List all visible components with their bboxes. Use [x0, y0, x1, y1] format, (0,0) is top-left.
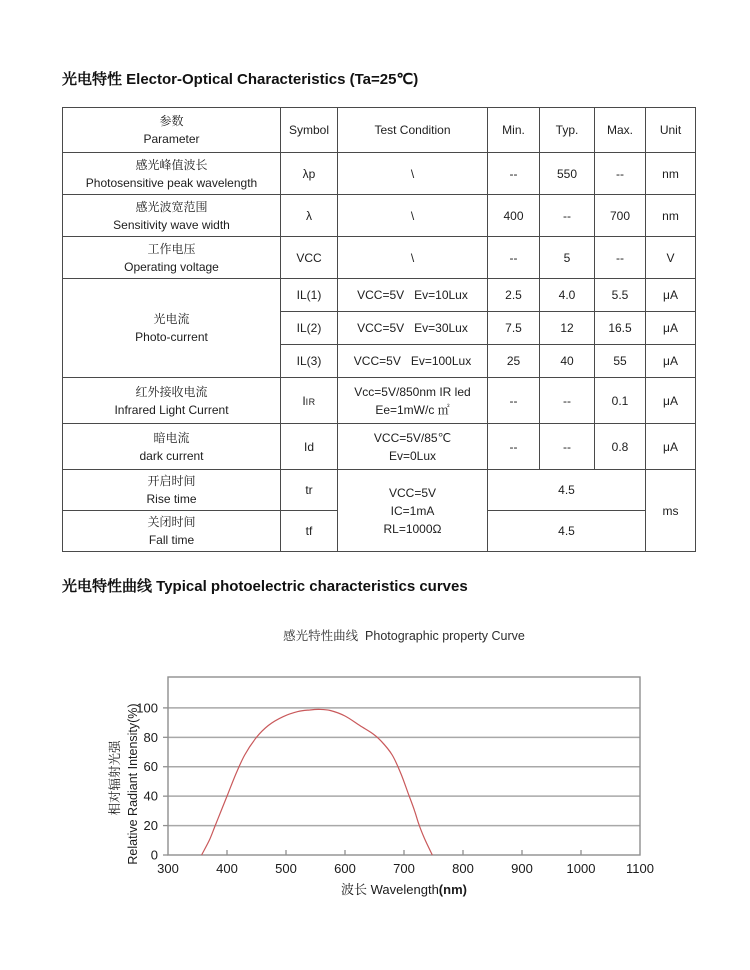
cell-vcc-param: [63, 237, 281, 279]
cell-ir-typ: --: [540, 378, 595, 424]
cell-peak-param: [63, 153, 281, 195]
cell-vcc-typ: 5: [540, 237, 595, 279]
cell-photo-param: [63, 279, 281, 378]
row-infrared-current: [63, 378, 696, 424]
cell-rise-param: [63, 470, 281, 511]
y-tick-label: 0: [150, 847, 158, 863]
cell-il3-typ: 40: [540, 345, 595, 378]
cell-il1-symbol: IL(1): [281, 279, 338, 312]
dark-test-line2: Ev=0Lux: [388, 448, 437, 463]
y-tick-label: 80: [143, 729, 158, 745]
cell-il1-typ: 4.0: [540, 279, 595, 312]
cell-il2-max: 16.5: [595, 312, 646, 345]
electro-optical-table: [62, 107, 696, 552]
cell-peak-max: --: [595, 153, 646, 195]
row-rise-time: [63, 470, 696, 511]
ir-symbol-base: I: [302, 393, 306, 408]
cell-vcc-unit: V: [646, 237, 696, 279]
rise-param-en: Rise time: [146, 492, 197, 506]
photo-param-en: Photo-current: [135, 330, 208, 344]
cell-il3-test: VCC=5V Ev=100Lux: [338, 345, 488, 378]
cell-il3-symbol: IL(3): [281, 345, 338, 378]
row-operating-voltage: [63, 237, 696, 279]
peak-param-cn: 感光峰值波长: [135, 157, 208, 172]
x-tick-label: 400: [216, 861, 238, 876]
cell-range-min: 400: [488, 195, 540, 237]
cell-peak-typ: 550: [540, 153, 595, 195]
ir-test-line2: Ee=1mW/c ㎡: [375, 402, 450, 417]
cell-vcc-max: --: [595, 237, 646, 279]
header-max: Max.: [595, 108, 646, 153]
cell-ir-param: [63, 378, 281, 424]
cell-dark-param: [63, 424, 281, 470]
x-tick-label: 300: [157, 861, 179, 876]
cell-il1-max: 5.5: [595, 279, 646, 312]
cell-il2-typ: 12: [540, 312, 595, 345]
cell-time-unit: ms: [646, 470, 696, 552]
cell-dark-symbol: Id: [281, 424, 338, 470]
cell-dark-min: --: [488, 424, 540, 470]
header-test-condition: Test Condition: [338, 108, 488, 153]
cell-fall-symbol: tf: [281, 511, 338, 552]
cell-peak-symbol: λp: [281, 153, 338, 195]
header-min: Min.: [488, 108, 540, 153]
cell-il2-unit: μA: [646, 312, 696, 345]
table-header-row: [63, 108, 696, 153]
time-test-line1: VCC=5V: [388, 485, 437, 500]
ir-param-cn: 红外接收电流: [135, 384, 208, 399]
fall-param-cn: 关闭时间: [147, 515, 196, 529]
row-dark-current: [63, 424, 696, 470]
cell-il3-max: 55: [595, 345, 646, 378]
cell-range-typ: --: [540, 195, 595, 237]
header-typ: Typ.: [540, 108, 595, 153]
cell-ir-test: [338, 378, 488, 424]
x-tick-label: 700: [393, 861, 415, 876]
ir-symbol-sub: IR: [305, 396, 316, 407]
y-tick-label: 60: [143, 759, 158, 775]
dark-param-cn: 暗电流: [153, 430, 190, 445]
header-parameter-cn: 参数: [159, 114, 184, 128]
cell-peak-min: --: [488, 153, 540, 195]
y-tick-label: 40: [143, 788, 158, 804]
cell-peak-test: \: [338, 153, 488, 195]
cell-ir-min: --: [488, 378, 540, 424]
time-test-line3: RL=1000Ω: [383, 521, 442, 536]
cell-il1-unit: μA: [646, 279, 696, 312]
x-tick-label: 600: [334, 861, 356, 876]
header-unit: Unit: [646, 108, 696, 153]
vcc-param-cn: 工作电压: [147, 241, 196, 256]
fall-param-en: Fall time: [148, 533, 195, 547]
y-axis-label-cn: 相对辐射光强: [108, 740, 122, 816]
cell-ir-max: 0.1: [595, 378, 646, 424]
cell-fall-param: [63, 511, 281, 552]
cell-rise-symbol: tr: [281, 470, 338, 511]
cell-peak-unit: nm: [646, 153, 696, 195]
header-parameter: [63, 108, 281, 153]
row-peak-wavelength: [63, 153, 696, 195]
response-curve: [202, 709, 433, 855]
cell-rise-value: 4.5: [488, 470, 646, 511]
cell-vcc-symbol: VCC: [281, 237, 338, 279]
cell-range-test: \: [338, 195, 488, 237]
y-tick-label: 20: [143, 818, 158, 834]
header-parameter-en: Parameter: [143, 132, 200, 146]
cell-ir-unit: μA: [646, 378, 696, 424]
x-axis-label: 波长 Wavelength(nm): [341, 882, 467, 897]
cell-time-test: [338, 470, 488, 552]
cell-range-symbol: λ: [281, 195, 338, 237]
cell-il2-test: VCC=5V Ev=30Lux: [338, 312, 488, 345]
vcc-param-en: Operating voltage: [124, 259, 219, 274]
photo-param-cn: 光电流: [153, 312, 190, 326]
cell-dark-unit: μA: [646, 424, 696, 470]
range-param-cn: 感光波宽范围: [135, 199, 208, 214]
ir-test-line1: Vcc=5V/850nm IR led: [354, 384, 471, 399]
cell-il2-min: 7.5: [488, 312, 540, 345]
row-wave-width: [63, 195, 696, 237]
cell-il3-min: 25: [488, 345, 540, 378]
cell-dark-typ: --: [540, 424, 595, 470]
cell-dark-test: [338, 424, 488, 470]
chart-title: 感光特性曲线 Photographic property Curve: [283, 629, 525, 643]
peak-param-en: Photosensitive peak wavelength: [85, 175, 258, 190]
y-tick-label: 100: [136, 700, 158, 716]
range-param-en: Sensitivity wave width: [113, 217, 230, 232]
cell-il2-symbol: IL(2): [281, 312, 338, 345]
ir-param-en: Infrared Light Current: [114, 402, 229, 417]
x-tick-label: 900: [511, 861, 533, 876]
cell-range-max: 700: [595, 195, 646, 237]
cell-fall-value: 4.5: [488, 511, 646, 552]
header-symbol: Symbol: [281, 108, 338, 153]
dark-param-en: dark current: [139, 448, 204, 463]
spectral-response-chart: [105, 660, 665, 910]
x-tick-label: 800: [452, 861, 474, 876]
dark-test-line1: VCC=5V/85℃: [373, 430, 452, 445]
cell-il1-test: VCC=5V Ev=10Lux: [338, 279, 488, 312]
row-photo-current-il1: [63, 279, 696, 312]
y-axis-label-en: Relative Radiant Intensity(%): [126, 703, 140, 865]
x-tick-label: 500: [275, 861, 297, 876]
x-tick-label: 1100: [626, 861, 654, 876]
cell-range-param: [63, 195, 281, 237]
cell-ir-symbol: [281, 378, 338, 424]
cell-il1-min: 2.5: [488, 279, 540, 312]
rise-param-cn: 开启时间: [147, 474, 196, 488]
cell-range-unit: nm: [646, 195, 696, 237]
time-test-line2: IC=1mA: [390, 503, 435, 518]
cell-vcc-test: \: [338, 237, 488, 279]
cell-il3-unit: μA: [646, 345, 696, 378]
section-title-electro-optical: 光电特性 Elector-Optical Characteristics (Ta=25℃): [62, 71, 419, 88]
cell-vcc-min: --: [488, 237, 540, 279]
cell-dark-max: 0.8: [595, 424, 646, 470]
section-title-curves: 光电特性曲线 Typical photoelectric characteristics curves: [62, 578, 468, 595]
x-tick-label: 1000: [566, 861, 596, 876]
